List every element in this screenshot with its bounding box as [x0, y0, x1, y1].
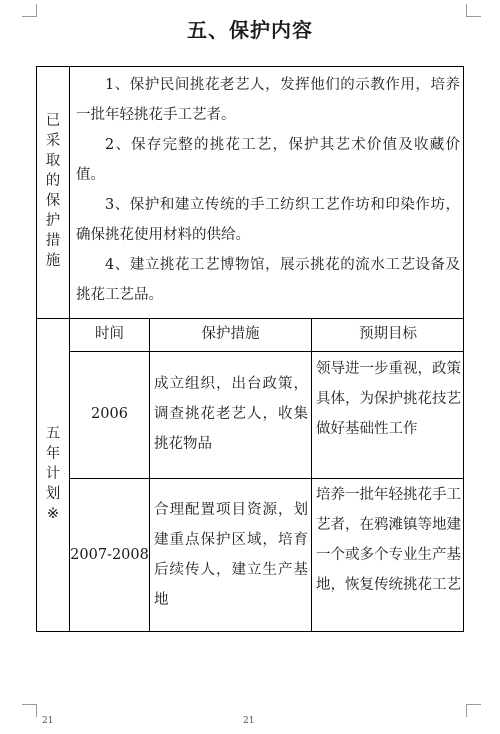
crop-mark-bottom-right [466, 704, 481, 717]
label-char: 划 [45, 486, 61, 502]
five-year-plan-label [43, 424, 63, 524]
taken-measures-list [76, 70, 460, 310]
label-char: 计 [45, 466, 61, 482]
label-char: 采 [45, 133, 61, 149]
measure-item: 4、建立挑花工艺博物馆，展示挑花的流水工艺设备及挑花工艺品。 [76, 257, 460, 303]
table-divider [69, 478, 464, 479]
plan-row-time: 2006 [91, 406, 128, 422]
column-header-goal: 预期目标 [359, 326, 417, 342]
table-divider [69, 351, 464, 352]
page-number-center: 21 [243, 716, 255, 726]
label-char: 已 [45, 113, 61, 129]
label-char: 施 [45, 253, 61, 269]
label-char: 年 [45, 446, 61, 462]
plan-row-measures: 成立组织，出台政策，调查挑花老艺人，收集挑花物品 [154, 376, 308, 452]
plan-row-goal: 领导进一步重视，政策具体，为保护挑花技艺做好基础性工作 [316, 361, 461, 437]
taken-measures-label [43, 111, 63, 271]
measure-item: 2、保存完整的挑花工艺，保护其艺术价值及收藏价值。 [76, 137, 460, 183]
label-char: 保 [45, 193, 61, 209]
plan-row-time: 2007-2008 [70, 547, 149, 563]
label-char: 取 [45, 153, 61, 169]
measure-item: 3、保护和建立传统的手工纺织工艺作坊和印染作坊，确保挑花使用材料的供给。 [76, 197, 460, 243]
label-char: 五 [45, 426, 61, 442]
label-char: 护 [45, 213, 61, 229]
crop-mark-bottom-left [22, 704, 37, 717]
column-header-time: 时间 [95, 326, 124, 342]
section-title: 五、保护内容 [187, 18, 313, 42]
table-divider [149, 318, 150, 632]
plan-row-goal: 培养一批年轻挑花手工艺者，在鸦滩镇等地建一个或多个专业生产基地，恢复传统挑花工艺 [316, 487, 461, 593]
plan-row-measures: 合理配置项目资源，划建重点保护区域，培育后续传人，建立生产基地 [154, 502, 308, 608]
measure-item: 1、保护民间挑花老艺人，发挥他们的示教作用，培养一批年轻挑花手工艺者。 [76, 77, 460, 123]
label-char: 措 [45, 233, 61, 249]
column-header-measures: 保护措施 [201, 326, 260, 342]
label-char: ※ [46, 506, 60, 522]
table-divider [311, 318, 312, 632]
label-char: 的 [45, 173, 61, 189]
page-number-left: 21 [42, 716, 54, 726]
